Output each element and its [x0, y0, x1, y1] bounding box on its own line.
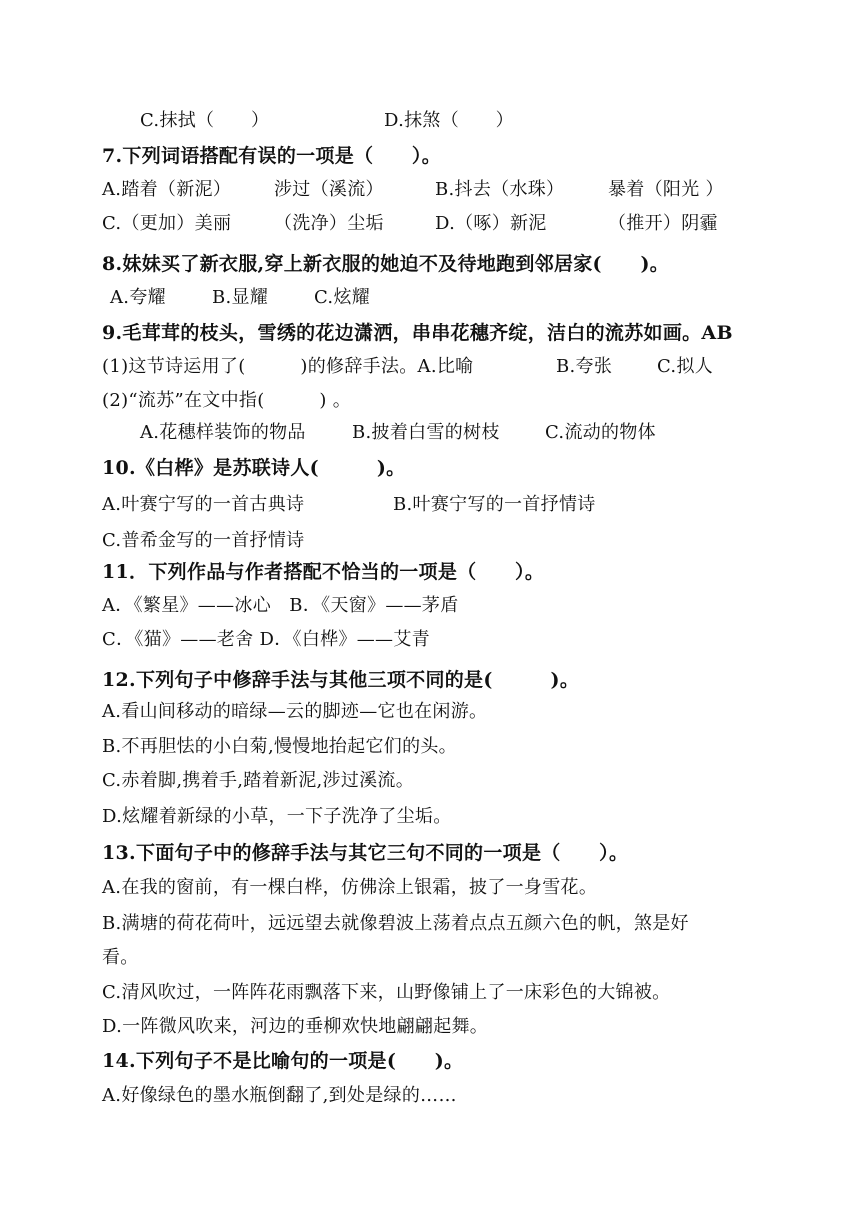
option-c: C.拟人: [657, 356, 714, 377]
q13-option-b: B.满塘的荷花荷叶，远远望去就像碧波上荡着点点五颜六色的帆，煞是好: [102, 913, 689, 934]
question-7: 7.下列词语搭配有误的一项是（ ）。: [102, 145, 442, 167]
q12-option-b: B.不再胆怯的小白菊,慢慢地抬起它们的头。: [102, 736, 457, 757]
q13-option-b-cont: 看。: [102, 947, 139, 968]
q12-option-a: A.看山间移动的暗绿—云的脚迹—它也在闲游。: [102, 701, 488, 722]
q13-option-c: C.清风吹过，一阵阵花雨飘落下来，山野像铺上了一床彩色的大锦被。: [102, 982, 671, 1003]
question-14: 14.下列句子不是比喻句的一项是( )。: [102, 1050, 464, 1072]
option-d-2: （推开）阴霾: [608, 213, 718, 234]
question-10: 10.《白桦》是苏联诗人( )。: [102, 457, 406, 479]
option-c-1: C.（更加）美丽: [102, 213, 232, 234]
question-9: 9.毛茸茸的枝头，雪绣的花边潇洒，串串花穗齐绽，洁白的流苏如画。AB: [102, 322, 733, 344]
option-b: B.披着白雪的树枝: [352, 422, 500, 443]
q9-sub2: (2)“流苏”在文中指( ) 。: [102, 390, 352, 411]
option-d: D.抹煞（ ）: [384, 110, 514, 131]
q13-option-a: A.在我的窗前，有一棵白桦，仿佛涂上银霜，披了一身雪花。: [102, 877, 598, 898]
q14-option-a: A.好像绿色的墨水瓶倒翻了,到处是绿的……: [102, 1085, 457, 1106]
q10-option-c: C.普希金写的一首抒情诗: [102, 530, 305, 551]
q11-options-ab: A．《繁星》——冰心 B．《天窗》——茅盾: [102, 595, 459, 616]
q12-option-c: C.赤着脚,携着手,踏着新泥,涉过溪流。: [102, 770, 415, 791]
option-c: C.抹拭（ ）: [140, 110, 270, 131]
option-a: A.叶赛宁写的一首古典诗: [102, 494, 305, 515]
option-a: A.花穗样装饰的物品: [140, 422, 306, 443]
question-11: 11．下列作品与作者搭配不恰当的一项是（ ）。: [102, 561, 545, 583]
q12-option-d: D.炫耀着新绿的小草，一下子洗净了尘垢。: [102, 806, 452, 827]
option-a-2: 涉过（溪流）: [274, 179, 384, 200]
option-d-1: D.（啄）新泥: [435, 213, 547, 234]
option-b: B.叶赛宁写的一首抒情诗: [393, 494, 596, 515]
question-8: 8.妹妹买了新衣服,穿上新衣服的她迫不及待地跑到邻居家( )。: [102, 253, 670, 275]
q11-options-cd: C．《猫》——老舍 D．《白桦》——艾青: [102, 629, 430, 650]
q13-option-d: D.一阵微风吹来，河边的垂柳欢快地翩翩起舞。: [102, 1016, 489, 1037]
question-13: 13.下面句子中的修辞手法与其它三句不同的一项是（ ）。: [102, 842, 629, 864]
option-a: A.夸耀: [110, 287, 166, 308]
option-a-1: A.踏着（新泥）: [102, 179, 232, 200]
option-b-2: 暴着（阳光 ）: [608, 179, 724, 200]
option-b: B.显耀: [212, 287, 269, 308]
option-b: B.夸张: [556, 356, 613, 377]
q9-sub1-stem: (1)这节诗运用了( )的修辞手法。A.比喻: [102, 356, 474, 377]
option-c-2: （洗净）尘垢: [274, 213, 384, 234]
option-c: C.炫耀: [314, 287, 371, 308]
option-c: C.流动的物体: [545, 422, 656, 443]
option-b-1: B.抖去（水珠）: [435, 179, 565, 200]
question-12: 12.下列句子中修辞手法与其他三项不同的是( )。: [102, 669, 580, 691]
